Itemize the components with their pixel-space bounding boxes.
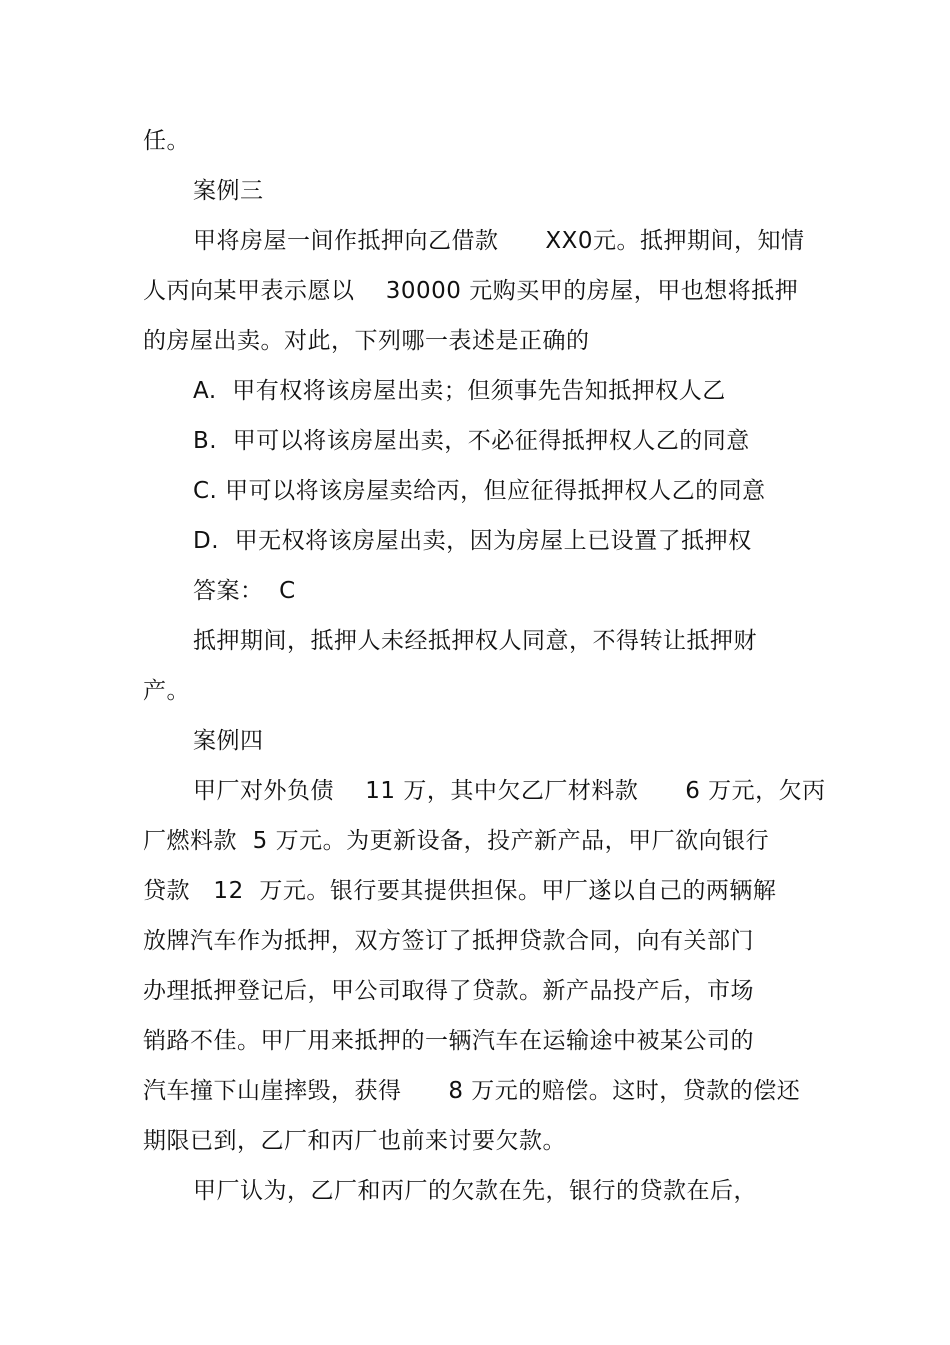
text-line: 的房屋出卖。对此，下列哪一表述是正确的 — [143, 328, 590, 354]
text-line: 甲厂对外负债 11 万，其中欠乙厂材料款 6 万元，欠丙 — [193, 778, 826, 804]
option-a: A. 甲有权将该房屋出卖；但须事先告知抵押权人乙 — [193, 378, 726, 404]
text-line: 任。 — [143, 128, 190, 154]
text-line: 期限已到，乙厂和丙厂也前来讨要欠款。 — [143, 1128, 566, 1154]
option-c: C. 甲可以将该房屋卖给丙，但应征得抵押权人乙的同意 — [193, 478, 766, 504]
text-line: 人丙向某甲表示愿以 30000 元购买甲的房屋，甲也想将抵押 — [143, 278, 799, 304]
option-d: D. 甲无权将该房屋出卖，因为房屋上已设置了抵押权 — [193, 528, 752, 554]
text-line: 厂燃料款 5 万元。为更新设备，投产新产品，甲厂欲向银行 — [143, 828, 770, 854]
text-line: 甲将房屋一间作抵押向乙借款 XX0元。抵押期间，知情 — [193, 228, 805, 254]
text-line: 放牌汽车作为抵押，双方签订了抵押贷款合同，向有关部门 — [143, 928, 754, 954]
text-line: 抵押期间，抵押人未经抵押权人同意，不得转让抵押财 — [193, 628, 757, 654]
text-line: 贷款 12 万元。银行要其提供担保。甲厂遂以自己的两辆解 — [143, 878, 777, 904]
text-line: 产。 — [143, 678, 190, 704]
text-line: 甲厂认为，乙厂和丙厂的欠款在先，银行的贷款在后， — [193, 1178, 757, 1204]
text-line: 销路不佳。甲厂用来抵押的一辆汽车在运输途中被某公司的 — [143, 1028, 754, 1054]
section-heading: 案例四 — [193, 728, 264, 754]
text-line: 汽车撞下山崖摔毁，获得 8 万元的赔偿。这时，贷款的偿还 — [143, 1078, 801, 1104]
section-heading: 案例三 — [193, 178, 264, 204]
text-line: 办理抵押登记后，甲公司取得了贷款。新产品投产后，市场 — [143, 978, 754, 1004]
answer-line: 答案： C — [193, 578, 296, 604]
option-b: B. 甲可以将该房屋出卖，不必征得抵押权人乙的同意 — [193, 428, 750, 454]
